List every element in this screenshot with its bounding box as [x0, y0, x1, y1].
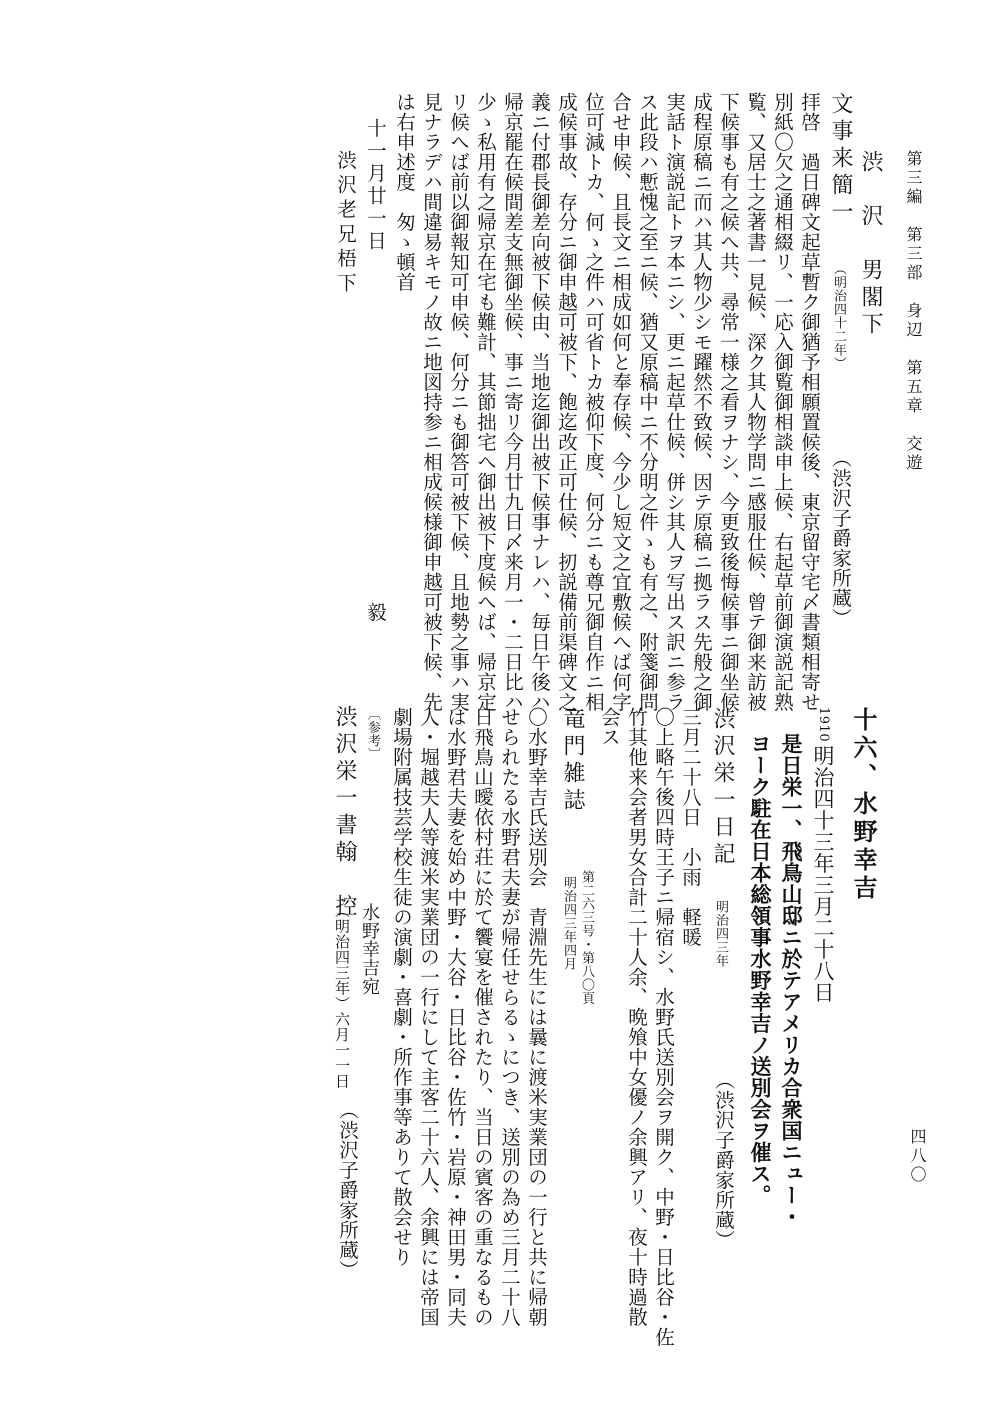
diary-year: 明治四三年 [713, 900, 728, 968]
letter-line: 拝啓 過日碑文起草暫ク御猶予相願置候後、東京留守宅〆書類相寄せ [798, 92, 821, 712]
diary-archive: （渋沢子爵家所蔵） [712, 1070, 735, 1250]
letter-closing-addressee: 渋沢老兄梧下 [334, 150, 357, 297]
letter-date: 十一月廿一日 [364, 118, 387, 253]
magazine-issue-2: 明治四三年四月 [561, 876, 576, 971]
letter-addressee: 渋 沢 男閣下 [858, 150, 883, 339]
letter-line: は右申述度 匆ゝ頓首 [393, 92, 416, 292]
letter-line: 合せ申候、且長文ニ相成如何と奉存候、今少し短文之宜敷候へば何字 [609, 92, 632, 712]
letter-source-title: 文事来簡一 [828, 92, 853, 227]
letter-line: 別紙〇欠之通相綴リ、一応入御覧御相談申上候、右起草前御演説記熟 [771, 92, 794, 712]
magazine-issue-1: 第二六三号・第八〇頁 [579, 870, 594, 1005]
diary-title: 渋沢栄一日記 [710, 707, 735, 869]
letter-line: ス此段ハ慙愧之至ニ候、猶又原稿中ニ不分明之件ゝも有之、附箋御問 [636, 92, 659, 712]
diary-line: 〇上略午後四時王子ニ帰宿シ、水野氏送別会ヲ開ク、中野・日比谷・佐 [652, 707, 675, 1347]
letter-line: 実話ト演説記トヲ本ニシ、更ニ起草仕候、併シ其人ヲ写出ス訳ニ参ラ [663, 92, 686, 712]
magazine-line: 劇場附属技芸学校生徒の演劇・喜劇・所作事等ありて散会せり [390, 707, 413, 1267]
page-number: 四八〇 [908, 1128, 927, 1185]
letter-line: 位可減トカ、何ゝ之件ハ可省トカ被仰下度、何分ニも尊兄御自作ニ相 [582, 92, 605, 712]
magazine-line: せられたる水野君夫妻が帰任せらるゝにつき、送別の為め三月二十八 [498, 707, 521, 1327]
section-summary-2: ヨーク駐在日本総領事水野幸吉ノ送別会ヲ催ス。 [748, 733, 773, 1206]
magazine-line: 〇水野幸吉氏送別会 青淵先生には曩に渡米実業団の一行と共に帰朝 [525, 707, 548, 1327]
letter-signature: 毅 [364, 602, 387, 622]
reference-archive: （渋沢子爵家所蔵） [336, 1100, 359, 1280]
reference-date: （明治四三年）六月一一日 [333, 903, 351, 1089]
reference-label: 〔参考〕 [365, 707, 380, 761]
reference-title: 渋沢栄一書翰 控 [332, 705, 357, 921]
section-title: 十六、水野幸吉 [849, 707, 878, 903]
diary-line: 会ス [598, 707, 621, 747]
magazine-line: 人・堀越夫人等渡米実業団の一行にして主客二十六人、余興には帝国 [417, 707, 440, 1327]
magazine-title: 竜門雑誌 [560, 707, 585, 815]
letter-line: 見ナラデハ間違易キモノ故ニ地図持参ニ相成候様御申越可被下候、先 [420, 92, 443, 712]
letter-source-year: （明治四十二年） [831, 262, 846, 370]
letter-line: 義ニ付郡長御差向被下候由、当地迄御出被下候事ナレハ、毎日午後ハ [528, 92, 551, 712]
magazine-line: 日飛鳥山曖依村荘に於て饗宴を催されたり、当日の賓客の重なるもの [471, 707, 494, 1327]
letter-line: 覧、又居士之著書一見候、深ク其人物学問ニ感服仕候、曾テ御来訪被 [744, 92, 767, 712]
letter-source-archive: （渋沢子爵家所蔵） [829, 448, 852, 628]
magazine-line: は水野君夫妻を始め中野・大谷・日比谷・佐竹・岩原・神田男・同夫 [444, 707, 467, 1327]
letter-line: 帰京罷在候間差支無御坐候、事ニ寄リ今月廿九日〆来月一・二日比ハ [501, 92, 524, 712]
section-year-marker: 1910 [816, 707, 831, 743]
diary-line: 三月二十八日 小雨 軽暖 [679, 707, 702, 947]
letter-line: 成程原稿ニ而ハ其人物少シモ躍然不致候、因テ原稿ニ拠ラス先般之御 [690, 92, 713, 712]
diary-line: 竹其他来会者男女合計二十人余、晩飧中女優ノ余興アリ、夜十時過散 [625, 707, 648, 1327]
running-head: 第三編 第三部 身辺 第五章 交遊 [904, 150, 923, 473]
section-date-line: 明治四十三年三月二十八日 [811, 745, 835, 1003]
letter-line: 少ゝ私用有之帰京在宅も難計、其節拙宅へ御出被下度候へば、帰京定 [474, 92, 497, 712]
letter-line: 成候事故、存分ニ御申越可被下、飽迄改正可仕候、扨説備前渠碑文之 [555, 92, 578, 712]
letter-line: 下候事も有之候へ共、尋常一様之看ヲナシ、今更致後悔候事ニ御坐候 [717, 92, 740, 712]
section-summary-1: 是日栄一、飛鳥山邸ニ於テアメリカ合衆国ニュー・ [779, 733, 804, 1228]
letter-line: リ候へば前以御報知可申候、何分ニも御答可被下候、且地勢之事ハ実 [447, 92, 470, 712]
reference-recipient: 水野幸吉宛 [359, 903, 380, 996]
